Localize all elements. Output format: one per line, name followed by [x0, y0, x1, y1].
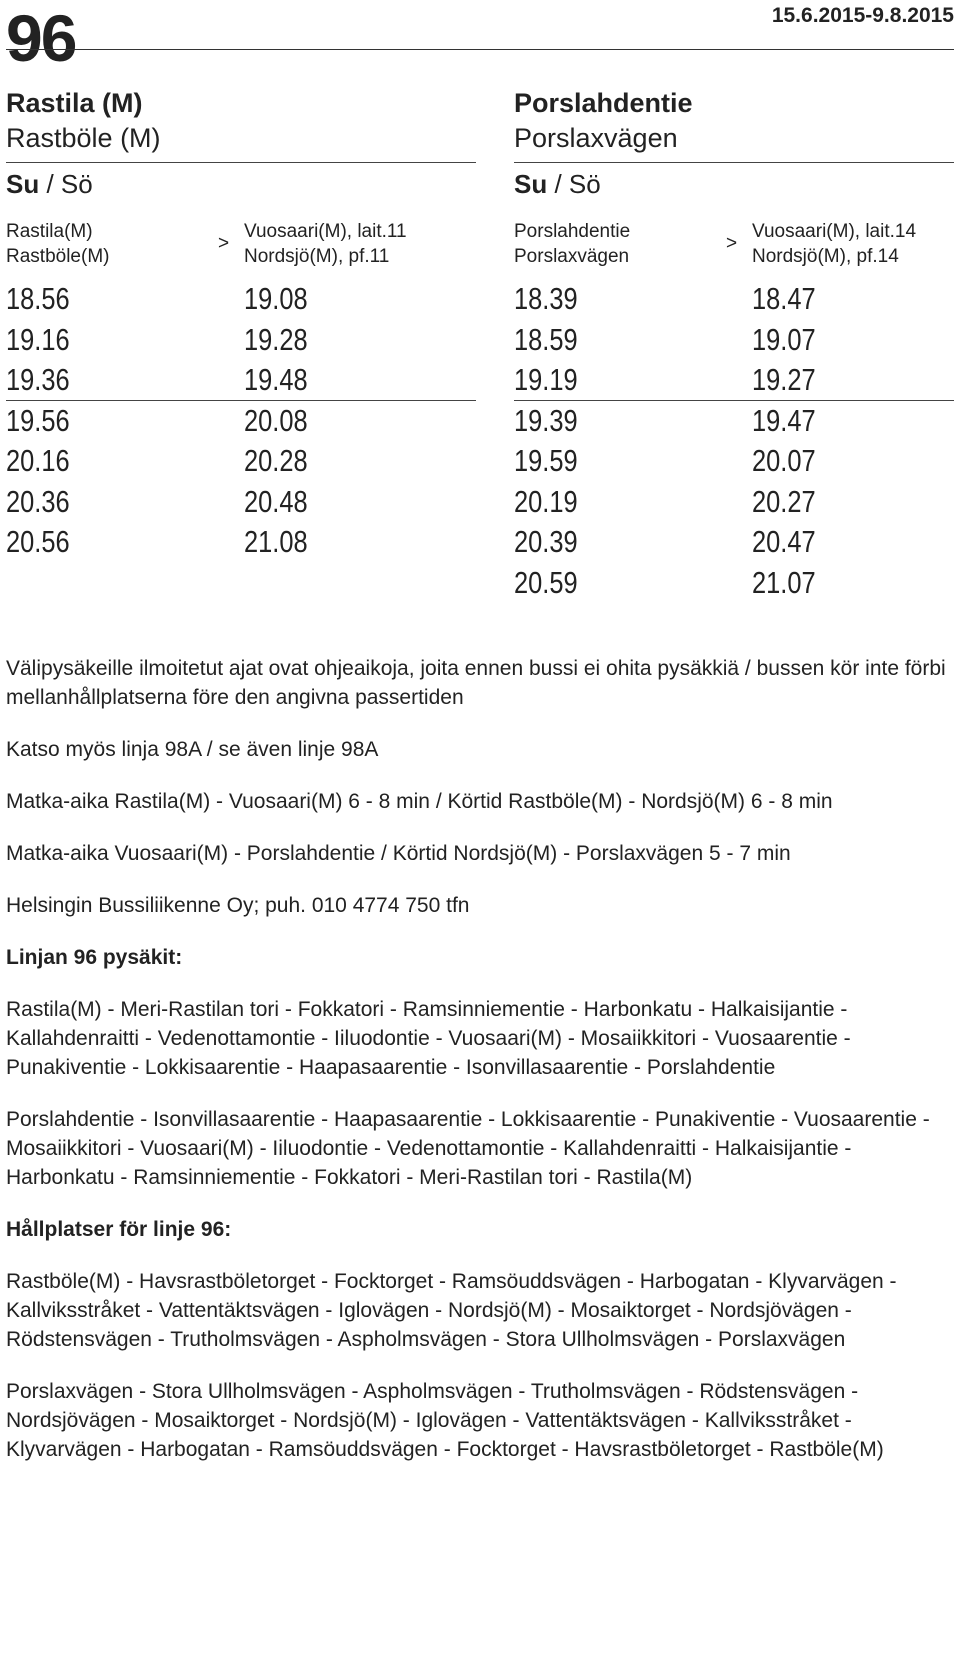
- arrival-stop-fi: Vuosaari(M), lait.11: [244, 221, 407, 242]
- time-row: [6, 360, 476, 401]
- arrival-time: 21.08: [244, 524, 308, 559]
- arrival-time: 19.27: [752, 362, 816, 397]
- title-divider: [514, 162, 954, 163]
- day-type-fi: Su: [6, 169, 40, 199]
- departure-stop-sv: Porslaxvägen: [514, 246, 630, 267]
- departure-time: 18.59: [514, 321, 578, 357]
- see-also-note: Katso myös linja 98A / se även linje 98A: [6, 738, 379, 761]
- departure-stop: [6, 219, 109, 269]
- arrival-time: 21.07: [752, 564, 816, 600]
- departure-time: 19.36: [6, 362, 70, 397]
- arrival-time: 20.07: [752, 443, 816, 478]
- time-row: [514, 441, 954, 482]
- departure-time: 19.39: [514, 402, 578, 438]
- arrival-time: 19.47: [752, 402, 816, 438]
- time-row: [514, 360, 954, 401]
- arrival-time: 18.47: [752, 281, 816, 316]
- time-row: [6, 320, 476, 361]
- time-row: [6, 401, 476, 442]
- departure-stop: [514, 219, 630, 269]
- day-type-sv: / Sö: [547, 169, 601, 199]
- departure-time: 20.16: [6, 443, 70, 478]
- stops-heading-sv: Hållplatser för linje 96:: [6, 1218, 232, 1241]
- arrival-stop-fi: Vuosaari(M), lait.14: [752, 221, 917, 242]
- arrival-stop-sv: Nordsjö(M), pf.11: [244, 246, 390, 267]
- departure-time: 18.39: [514, 281, 578, 316]
- arrival-time: 19.07: [752, 321, 816, 357]
- departure-stop-fi: Porslahdentie: [514, 221, 631, 242]
- validity-period: 15.6.2015-9.8.2015: [771, 4, 954, 27]
- departure-time: 19.19: [514, 362, 578, 397]
- travel-time-note-1: Matka-aika Rastila(M) - Vuosaari(M) 6 - 8 min / Körtid Rastböle(M) - Nordsjö(M) 6 - 8 min: [6, 790, 833, 813]
- arrival-time: 19.48: [244, 362, 308, 397]
- departure-time: 20.36: [6, 483, 70, 519]
- departure-time: 19.56: [6, 402, 70, 438]
- route-number: 96: [6, 1, 76, 75]
- time-row: [6, 482, 476, 523]
- departure-time: 19.16: [6, 321, 70, 357]
- table-title-fi: Rastila (M): [6, 88, 143, 118]
- arrival-stop: [244, 219, 407, 269]
- direction-arrow: >: [726, 233, 738, 254]
- time-row: [6, 441, 476, 482]
- arrival-stop-sv: Nordsjö(M), pf.14: [752, 246, 899, 267]
- time-row: [6, 279, 476, 320]
- time-row: [514, 563, 954, 604]
- header-divider: [6, 49, 954, 50]
- stops-list-fi-inbound: Porslahdentie - Isonvillasaarentie - Haapasaarentie - Lokkisaarentie - Punakiventie - Vuosaarentie - Mosaiikkitori - Vuosaari(M) - Iiluodontie - Vedenottamontie - Kallahdenraitti - Halkaisijantie - Harbonkatu - Ramsinniementie - Fokkatori - Meri-Rastilan tori - Rastila(M): [6, 1108, 930, 1189]
- arrival-time: 20.08: [244, 402, 308, 438]
- day-type: [514, 169, 954, 199]
- arrival-time: 19.28: [244, 321, 308, 357]
- day-type: [6, 169, 476, 199]
- stops-heading-fi: Linjan 96 pysäkit:: [6, 946, 183, 969]
- departure-stop-sv: Rastböle(M): [6, 246, 110, 267]
- table-title-fi: Porslahdentie: [514, 88, 693, 118]
- time-row: [6, 522, 476, 563]
- departure-time: 20.56: [6, 524, 70, 559]
- timetable-porslahdentie: [514, 86, 954, 603]
- operator-info: Helsingin Bussiliikenne Oy; puh. 010 4774 750 tfn: [6, 894, 470, 917]
- time-row: [514, 279, 954, 320]
- timetable-rastila: [6, 86, 476, 563]
- notes-section: [6, 654, 954, 1487]
- timing-note: Välipysäkeille ilmoitetut ajat ovat ohjeaikoja, joita ennen bussi ei ohita pysäkkiä / bussen kör inte förbi mellanhållplatserna före den angivna passertiden: [6, 657, 946, 709]
- arrival-stop: [752, 219, 916, 269]
- arrival-time: 20.28: [244, 443, 308, 478]
- column-header: [514, 219, 954, 279]
- departure-time: 20.59: [514, 564, 578, 600]
- departure-time: 19.59: [514, 443, 578, 478]
- stops-list-sv-outbound: Rastböle(M) - Havsrastböletorget - Focktorget - Ramsöuddsvägen - Harbogatan - Klyvarvägen - Kallviksstråket - Vattentäktsvägen - Iglovägen - Nordsjö(M) - Mosaiktorget - Nordsjövägen - Rödstensvägen - Trutholmsvägen - Aspholmsvägen - Stora Ullholmsvägen - Porslaxvägen: [6, 1270, 897, 1351]
- direction-arrow: >: [218, 233, 230, 254]
- departure-time: 18.56: [6, 281, 70, 316]
- arrival-time: 20.27: [752, 483, 816, 519]
- departure-stop-fi: Rastila(M): [6, 221, 93, 242]
- arrival-time: 20.48: [244, 483, 308, 519]
- travel-time-note-2: Matka-aika Vuosaari(M) - Porslahdentie / Körtid Nordsjö(M) - Porslaxvägen 5 - 7 min: [6, 842, 791, 865]
- table-title-sv: Rastböle (M): [6, 123, 161, 153]
- stops-list-fi-outbound: Rastila(M) - Meri-Rastilan tori - Fokkatori - Ramsinniementie - Harbonkatu - Halkaisijantie - Kallahdenraitti - Vedenottamontie - Iiluodontie - Vuosaari(M) - Mosaiikkitori - Vuosaarentie - Punakiventie - Lokkisaarentie - Haapasaarentie - Isonvillasaarentie - Porslahdentie: [6, 998, 851, 1079]
- column-header: [6, 219, 476, 279]
- time-row: [514, 482, 954, 523]
- time-rows: [6, 279, 476, 563]
- time-rows: [514, 279, 954, 603]
- departure-time: 20.39: [514, 524, 578, 559]
- time-row: [514, 401, 954, 442]
- arrival-time: 19.08: [244, 281, 308, 316]
- stops-list-sv-inbound: Porslaxvägen - Stora Ullholmsvägen - Aspholmsvägen - Trutholmsvägen - Rödstensvägen - Nordsjövägen - Mosaiktorget - Nordsjö(M) - Iglovägen - Vattentäktsvägen - Kallviksstråket - Klyvarvägen - Harbogatan - Ramsöuddsvägen - Focktorget - Havsrastböletorget - Rastböle(M): [6, 1380, 884, 1461]
- day-type-fi: Su: [514, 169, 548, 199]
- time-row: [514, 522, 954, 563]
- time-row: [514, 320, 954, 361]
- day-type-sv: / Sö: [39, 169, 93, 199]
- arrival-time: 20.47: [752, 524, 816, 559]
- title-divider: [6, 162, 476, 163]
- table-title-sv: Porslaxvägen: [514, 123, 678, 153]
- departure-time: 20.19: [514, 483, 578, 519]
